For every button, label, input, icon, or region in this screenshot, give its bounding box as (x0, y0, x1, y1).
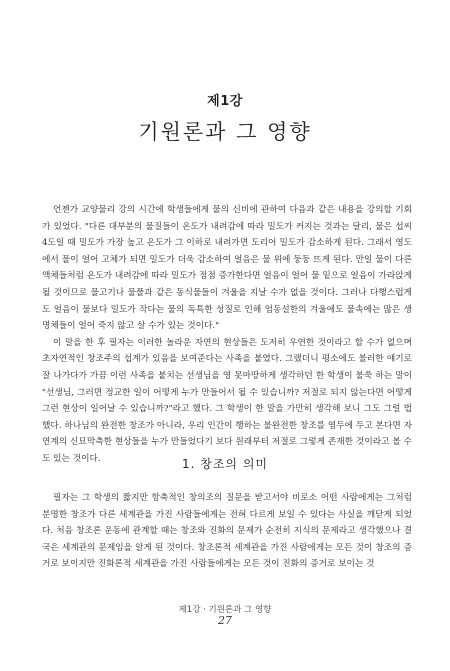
paragraph: 이 말을 한 후 필자는 이러한 놀라운 자연의 현상들은 도저히 우연한 것이라고 할 수가 없으며 초자연적인 창조주의 섭계가 있음을 보여준다는 사족을 붙였다. 그랬더니 평소에도 불러한 얘기로 잘 나가다가 가끔 이런 사족을 붙치는 선생님을 영 못마땅하게 생각하던 한 학생이 불쑥 하는 말이 "선생님, 그러면 정교한 일이 어떻게 누가 만들어서 될 수 있습니까? 저절로 되지 않는다면 어떻게 그런 현상이 일어날 수 있습니까?"라고 했다. 그 학생이 한 말을 가만히 생각해 보니 그도 그럴 법 했다. 하나님의 완전한 창조가 아니라, 우리 인간이 행하는 불완전한 창조를 염두에 두고 본다면 자연계의 신묘막측한 현상들을 누가 만들었다기 보다 원래부터 저절로 그렇게 존재한 것이라고 볼 수도 있는 것이다. (42, 337, 412, 464)
section-text (42, 490, 412, 573)
paragraph: 필자는 그 학생의 짧지만 함축적인 창의조의 질문을 받고서야 비로소 어떤 사람에게는 그처럼 분명한 창조가 다른 세계관을 가진 사람들에게는 전혀 다르게 보일 수 있다는 사실을 깨닫게 되었다. 처음 창조론 운동에 관계할 때는 창조와 진화의 문제가 순전히 지식의 문제라고 생각했으나 결국은 세계관의 문제임을 알게 된 것이다. 창조론적 세계관을 가진 사람에게는 모든 것이 창조의 증거로 보이지만 진화론적 세계관을 가진 사람들에게는 모든 것이 진화의 증거로 보이는 것 (42, 493, 412, 570)
chapter-label: 제1강 (207, 94, 243, 109)
paragraph: 언젠가 교양물리 강의 시간에 학생들에게 물의 신비에 관하여 다음과 같은 내용을 강의할 기회가 있었다. "다른 대부분의 물질들이 온도가 내려감에 따라 밀도가 커지는 것과는 달리, 물은 섭씨 4도일 때 밀도가 가장 높고 온도가 그 이하로 내려가면 도리어 밀도가 감소하게 된다. 그래서 영도에서 물이 얼어 고체가 되면 밀도가 더욱 감소하여 얼음은 물 위에 둥둥 뜨게 된다. 만일 물이 다른 액체들처럼 온도가 내려감에 따라 밀도가 점점 증가한다면 얼음이 얼어 물 밑으로 얼음이 가라앉게 될 것이므로 물고기나 물풀과 같은 동식물들이 겨울을 지날 수가 없을 것이다. 그러나 다행스럽게도 얼음이 물보다 밀도가 작다는 물의 독특한 성질로 인해 엄동설한의 겨울에도 물속에는 많은 생명체들이 얼어 죽지 않고 살 수가 있는 것이다." (42, 205, 412, 332)
running-footer: 제1강 · 기원론과 그 영향 (178, 605, 272, 615)
page-number: 27 (218, 614, 232, 627)
chapter-title: 기원론과 그 영향 (138, 120, 312, 144)
intro-text (42, 202, 412, 468)
section-heading: 1. 창조의 의미 (181, 457, 269, 471)
